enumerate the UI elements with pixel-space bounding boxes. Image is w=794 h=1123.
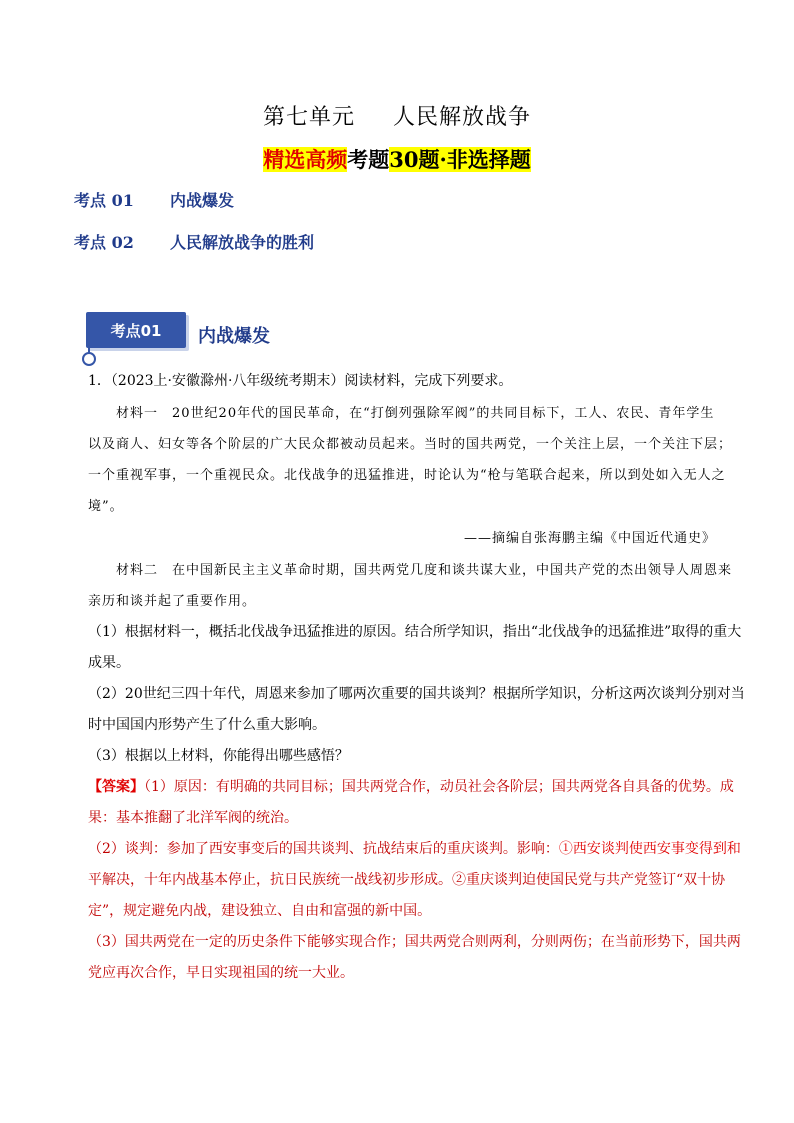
answer-2-cont: 平解决，十年内战基本停止，抗日民族统一战线初步形成。②重庆谈判迫使国民党与共产党签订“双十协 xyxy=(88,872,726,888)
material2-line: 亲历和谈并起了重要作用。 xyxy=(88,594,257,609)
subtitle-mid: 考题 xyxy=(347,147,390,172)
material1-line: 境”。 xyxy=(88,499,124,514)
subtitle-highlight-2: 题·非选择题 xyxy=(418,147,531,172)
outline-label: 内战爆发 xyxy=(170,191,235,210)
unit-topic: 人民解放战争 xyxy=(393,105,532,130)
material1-line: 以及商人、妇女等各个阶层的广大民众都被动员起来。当时的国共两党，一个关注上层，一个关注下层； xyxy=(88,437,733,452)
answer-1-cont: 果：基本推翻了北洋军阀的统治。 xyxy=(88,810,298,826)
question-1: （1）根据材料一，概括北伐战争迅猛推进的原因。结合所学知识，指出“北伐战争的迅猛推进”取得的重大 xyxy=(88,624,742,640)
page-subtitle xyxy=(0,144,794,174)
question-3: （3）根据以上材料，你能得出哪些感悟？ xyxy=(88,748,349,764)
unit-label: 第七单元 xyxy=(262,105,355,130)
question-1-cont: 成果。 xyxy=(88,655,130,671)
answer-2-cont: 定”，规定避免内战，建设独立、自由和富强的新中国。 xyxy=(88,903,432,919)
material1-line: 一个重视军事，一个重视民众。北伐战争的迅猛推进，时论认为“枪与笔联合起来，所以到处如入无人之 xyxy=(88,468,726,483)
outline-item-2[interactable] xyxy=(74,230,314,253)
answer-3-cont: 党应再次合作，早日实现祖国的统一大业。 xyxy=(88,965,354,981)
question-2-cont: 时中国国内形势产生了什么重大影响。 xyxy=(88,717,326,733)
outline-item-1[interactable] xyxy=(74,188,234,211)
material2-line: 材料二 在中国新民主主义革命时期，国共两党几度和谈共谋大业，中国共产党的杰出领导人周恩来 xyxy=(116,563,733,578)
answer-highlight: ①西安谈判使西安事变得到和 xyxy=(558,841,741,857)
answer-tag: 【答案】 xyxy=(88,779,144,795)
subtitle-number: 30 xyxy=(389,147,419,172)
outline-num: 考点 02 xyxy=(74,233,134,252)
answer-3: （3）国共两党在一定的历史条件下能够实现合作；国共两党合则两利，分则两伤；在当前形势下，国共两 xyxy=(88,934,741,950)
badge-dot-icon xyxy=(82,352,96,366)
material1-source: ——摘编自张海鹏主编《中国近代通史》 xyxy=(463,531,716,546)
question-2: （2）20世纪三四十年代，周恩来参加了哪两次重要的国共谈判？根据所学知识，分析这两次谈判分别对当 xyxy=(88,686,745,702)
answer-text: （2）谈判：参加了西安事变后的国共谈判、抗战结束后的重庆谈判。影响： xyxy=(88,841,559,857)
question-intro: 1．（2023上·安徽滁州·八年级统考期末）阅读材料，完成下列要求。 xyxy=(88,373,513,389)
section-badge-label: 考点01 xyxy=(110,322,162,340)
section-badge xyxy=(78,312,190,356)
answer-text: （1）原因：有明确的共同目标；国共两党合作，动员社会各阶层；国共两党各自具备的优势。成 xyxy=(144,779,734,795)
page-title xyxy=(0,100,794,131)
answer-1 xyxy=(88,772,734,803)
outline-num: 考点 01 xyxy=(74,191,134,210)
material1-line: 材料一 20世纪20年代的国民革命，在“打倒列强除军阀”的共同目标下，工人、农民、青年学生 xyxy=(116,406,715,421)
outline-label: 人民解放战争的胜利 xyxy=(170,233,315,252)
section-title: 内战爆发 xyxy=(198,326,270,347)
subtitle-highlight-1: 精选高频 xyxy=(263,147,348,172)
answer-2 xyxy=(88,834,741,865)
